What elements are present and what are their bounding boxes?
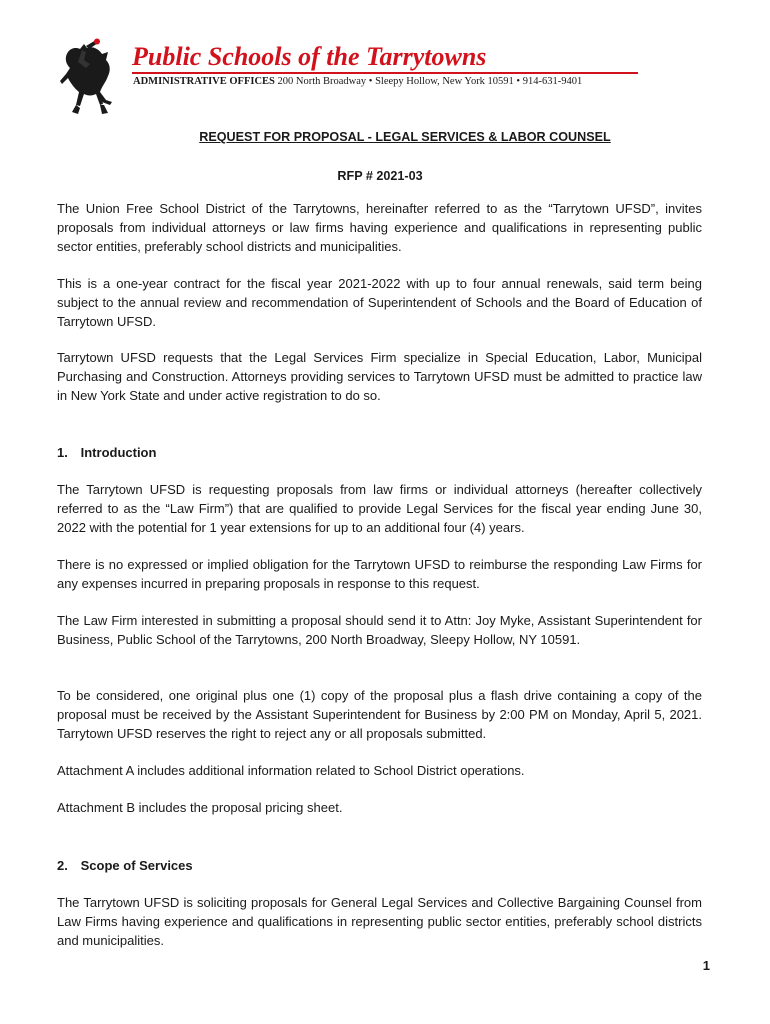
section-paragraph: Attachment A includes additional information related to School District operations.	[57, 763, 525, 778]
section-number: 1.	[57, 445, 68, 460]
section-paragraph: The Tarrytown UFSD is requesting proposals from law firms or individual attorneys (hereafter collectively referred to as the “Law Firm”) that are qualified to provide Legal Services for the fiscal year ending June 30, 2022 with the potential for 1 year extensions for up to an additional four (4) years.	[57, 482, 702, 535]
section-paragraph: There is no expressed or implied obligation for the Tarrytown UFSD to reimburse the responding Law Firms for any expenses incurred in preparing proposals in response to this request.	[57, 557, 702, 591]
rfp-number: RFP # 2021-03	[337, 169, 423, 183]
section-title: Introduction	[80, 445, 157, 460]
section-title: Scope of Services	[80, 858, 193, 873]
address-text: 200 North Broadway • Sleepy Hollow, New York 10591 • 914-631-9401	[277, 76, 583, 87]
horseman-logo	[56, 38, 118, 116]
section-paragraph: Attachment B includes the proposal pricing sheet.	[57, 800, 343, 815]
section-heading-introduction	[57, 444, 156, 462]
intro-paragraph: Tarrytown UFSD requests that the Legal Services Firm specialize in Special Education, Labor, Municipal Purchasing and Construction. Attorneys providing services to Tarrytown UFSD must be admitted to practice law in New York State and under active registration to do so.	[57, 350, 702, 403]
intro-paragraph: The Union Free School District of the Tarrytowns, hereinafter referred to as the “Tarrytown UFSD”, invites proposals from individual attorneys or law firms having experience and qualifications in representing public sector entities, preferably school districts and municipalities.	[57, 201, 702, 254]
section-paragraph: The Tarrytown UFSD is soliciting proposals for General Legal Services and Collective Bargaining Counsel from Law Firms having experience and qualifications in representing public sector entities, preferably school districts and municipalities.	[57, 895, 702, 948]
intro-paragraph: This is a one-year contract for the fiscal year 2021-2022 with up to four annual renewals, said term being subject to the annual review and recommendation of Superintendent of Schools and the Board of Education of Tarrytown UFSD.	[57, 276, 702, 329]
section-paragraph: The Law Firm interested in submitting a proposal should send it to Attn: Joy Myke, Assistant Superintendent for Business, Public School of the Tarrytowns, 200 North Broadway, Sleepy Hollow, NY 10591.	[57, 613, 702, 647]
section-number: 2.	[57, 858, 68, 873]
organization-name: Public Schools of the Tarrytowns	[132, 42, 638, 74]
page-number: 1	[702, 958, 710, 973]
headless-horseman-icon	[56, 38, 118, 116]
document-title: REQUEST FOR PROPOSAL - LEGAL SERVICES & LABOR COUNSEL	[199, 130, 611, 144]
section-paragraph: To be considered, one original plus one (1) copy of the proposal plus a flash drive containing a copy of the proposal must be received by the Assistant Superintendent for Business by 2:00 PM on Monday, April 5, 2021. Tarrytown UFSD reserves the right to reject any or all proposals submitted.	[57, 688, 702, 741]
administrative-address	[133, 76, 582, 87]
section-heading-scope-of-services	[57, 857, 193, 875]
address-label: ADMINISTRATIVE OFFICES	[133, 76, 275, 87]
